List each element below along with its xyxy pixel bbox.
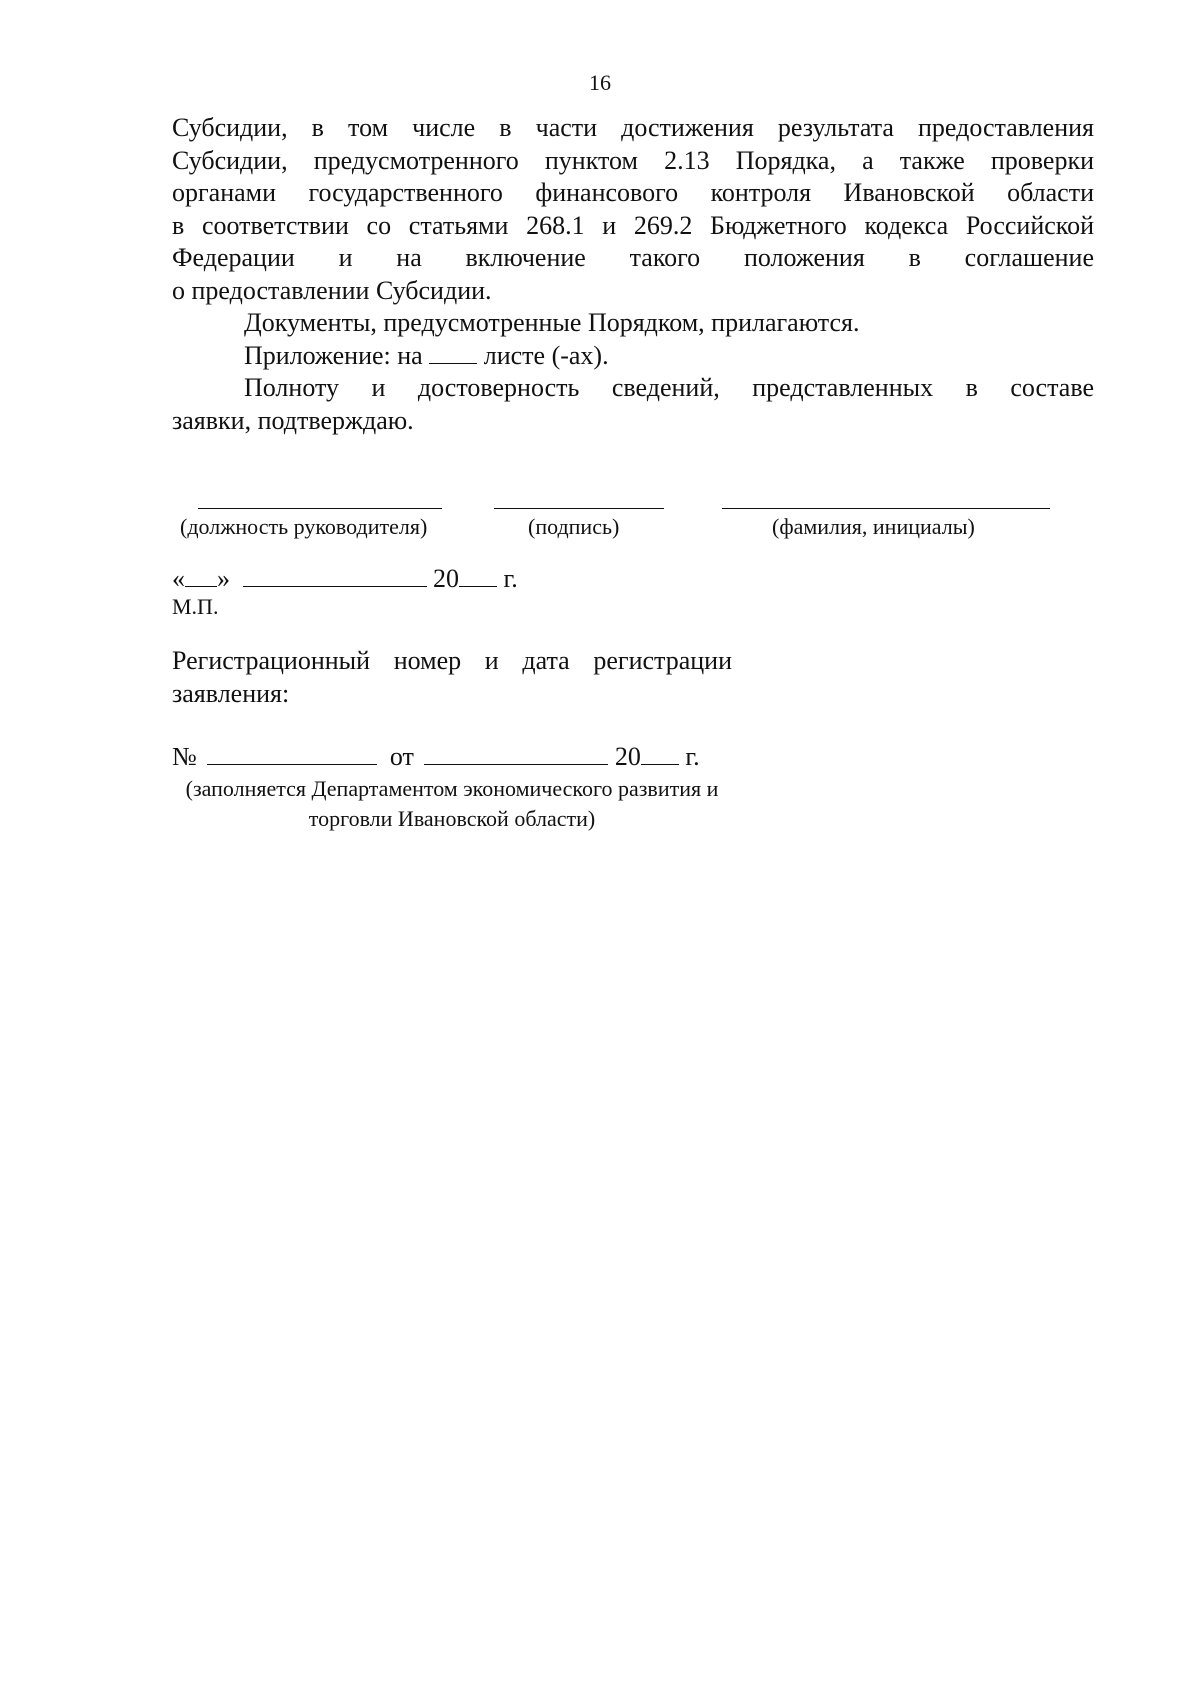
year-suffix: г. — [503, 564, 518, 593]
registration-year-prefix: 20 — [614, 742, 641, 771]
position-signature-line[interactable] — [198, 508, 442, 509]
registration-year-blank[interactable] — [641, 742, 679, 765]
registration-text: Регистрационный номер и дата регистрации заявления: — [172, 646, 732, 708]
day-blank[interactable] — [185, 564, 217, 587]
body-paragraph — [172, 112, 1094, 307]
registration-number-row — [172, 742, 700, 772]
open-quote: « — [172, 564, 185, 593]
page-number: 16 — [589, 70, 611, 95]
appendix-line — [172, 340, 1094, 373]
stamp-label: М.П. — [172, 594, 219, 619]
registration-date-blank[interactable] — [424, 742, 608, 765]
body-line: о предоставлении Субсидии. — [172, 275, 492, 305]
position-caption: (должность руководителя) — [180, 514, 428, 539]
date-row — [172, 564, 518, 594]
registration-note: (заполняется Департаментом экономического развития и торговли Ивановской области) — [185, 776, 719, 831]
signature-line[interactable] — [494, 508, 664, 509]
number-sign: № — [172, 742, 197, 771]
documents-attached: Документы, предусмотренные Порядком, прилагаются. — [244, 308, 860, 337]
body-line: органами государственного финансового контроля Ивановской области — [172, 178, 1094, 207]
appendix-sheets-blank[interactable] — [429, 341, 477, 364]
from-label: от — [389, 742, 414, 771]
confirmation-line: заявки, подтверждаю. — [172, 405, 414, 435]
appendix-prefix: Приложение: на — [244, 340, 423, 370]
confirmation-paragraph — [172, 372, 1094, 437]
registration-year-suffix: г. — [685, 742, 700, 771]
body-line: Субсидии, предусмотренного пунктом 2.13 Порядка, а также проверки — [172, 145, 1094, 175]
body-text — [172, 112, 1094, 437]
body-line: в соответствии со статьями 268.1 и 269.2 Бюджетного кодекса Российской — [172, 210, 1094, 240]
appendix-suffix: листе (-ах). — [483, 340, 609, 370]
body-line: Субсидии, в том числе в части достижения результата предоставления — [172, 113, 1094, 142]
registration-number-blank[interactable] — [207, 742, 377, 765]
name-caption: (фамилия, инициалы) — [772, 514, 975, 539]
year-blank[interactable] — [459, 564, 497, 587]
signature-caption: (подпись) — [528, 514, 620, 539]
confirmation-line: Полноту и достоверность сведений, представленных в составе — [244, 373, 1094, 402]
close-quote: » — [217, 564, 230, 593]
year-prefix: 20 — [433, 564, 459, 593]
month-blank[interactable] — [243, 564, 427, 587]
name-signature-line[interactable] — [722, 508, 1050, 509]
body-line: Федерации и на включение такого положения в соглашение — [172, 243, 1094, 272]
